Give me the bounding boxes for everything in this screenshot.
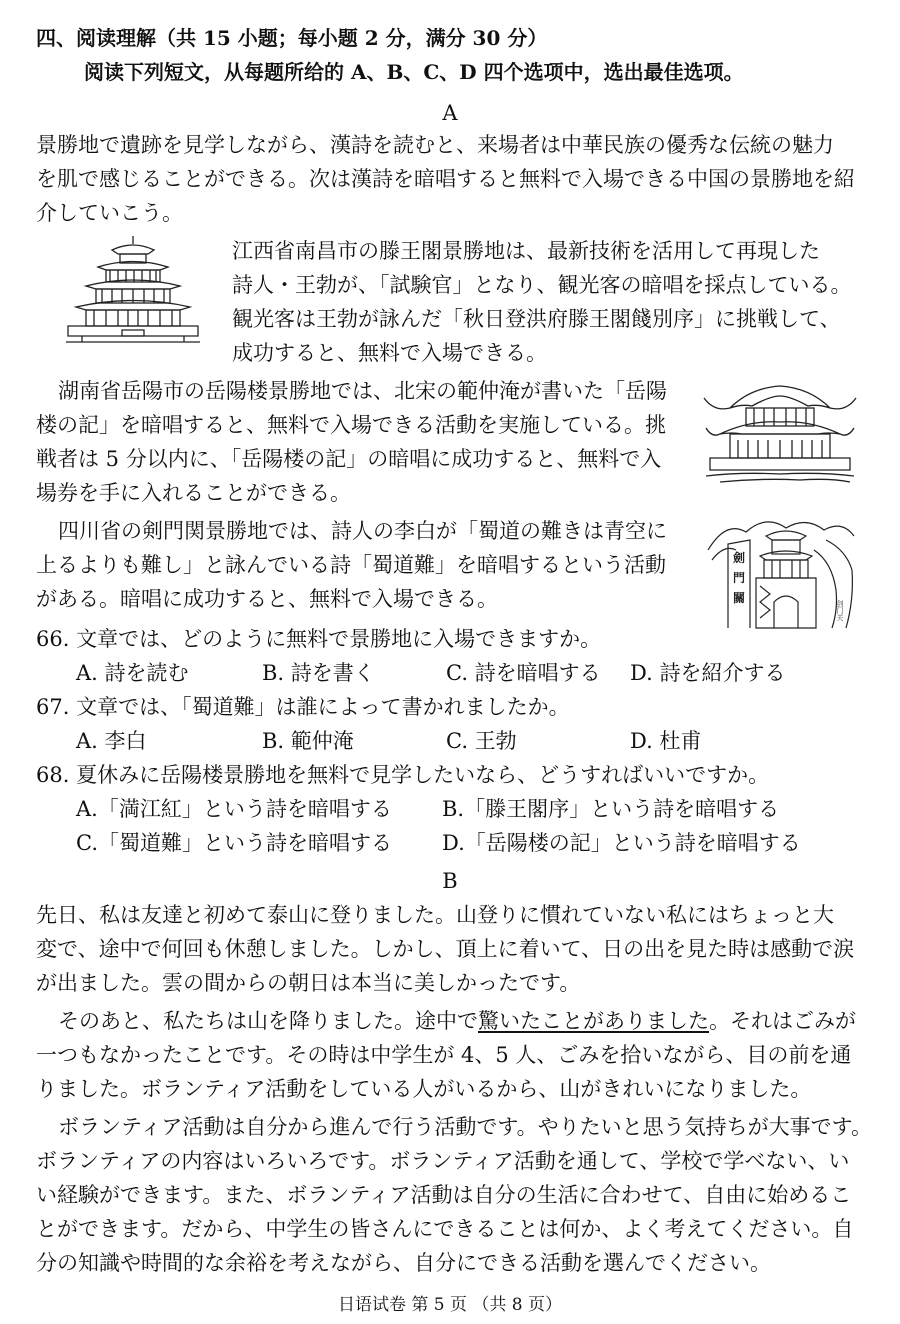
passage-a-p2-line: 場券を手に入れることができる。 <box>36 481 351 505</box>
tengwang-pavilion-illustration <box>62 232 204 344</box>
passage-a-label: A <box>442 101 458 125</box>
passage-a-p3-line: 四川省の剣門関景勝地では、詩人の李白が「蜀道の難きは青空に <box>58 519 667 543</box>
section-title: 四、阅读理解（共 15 小题；每小题 2 分，满分 30 分） <box>36 26 548 50</box>
jianmen-sign-char: 關 <box>733 591 746 605</box>
passage-a-intro-line: 介していこう。 <box>36 201 183 225</box>
passage-b-label: B <box>442 869 458 893</box>
underlined-phrase: 驚いたことがありました <box>478 1009 709 1033</box>
jianmen-sign-char: 門 <box>733 571 746 585</box>
passage-b-p2-text: 。それはごみが <box>709 1009 856 1033</box>
jianmen-pass-illustration <box>706 510 856 630</box>
answer-option: D.「岳陽楼の記」という詩を暗唱する <box>442 831 801 855</box>
answer-option: A. 詩を読む <box>76 661 189 685</box>
section-instruction: 阅读下列短文，从每题所给的 A、B、C、D 四个选项中，选出最佳选项。 <box>84 60 744 84</box>
passage-b-p1-line: 変で、途中で何回も休憩しました。しかし、頂上に着いて、日の出を見た時は感動で涙 <box>36 937 855 961</box>
passage-a-p1-line: 成功すると、無料で入場できる。 <box>232 341 547 365</box>
passage-a-p2-line: 戦者は 5 分以内に、「岳陽楼の記」の暗唱に成功すると、無料で入 <box>36 447 662 471</box>
answer-option: C. 王勃 <box>446 729 517 753</box>
answer-option: B. 詩を書く <box>262 661 375 685</box>
passage-b-p3-line: ボランティアの内容はいろいろです。ボランティア活動を通して、学校で学べない、い <box>36 1149 850 1173</box>
answer-option: C. 詩を暗唱する <box>446 661 601 685</box>
passage-a-p1-line: 詩人・王勃が、「試験官」となり、観光客の暗唱を採点している。 <box>232 273 852 297</box>
artist-mark: 剑门关 <box>836 600 844 621</box>
passage-a-p3-line: 上るよりも難し」と詠んでいる詩「蜀道難」を暗唱するという活動 <box>36 553 666 577</box>
passage-b-p1-line: が出ました。雲の間からの朝日は本当に美しかったです。 <box>36 971 581 995</box>
answer-option: D. 杜甫 <box>630 729 702 753</box>
answer-option: B.「滕王閣序」という詩を暗唱する <box>442 797 780 821</box>
answer-option: C.「蜀道難」という詩を暗唱する <box>76 831 392 855</box>
yueyang-tower-illustration <box>700 378 860 488</box>
passage-b-p1-line: 先日、私は友達と初めて泰山に登りました。山登りに慣れていない私にはちょっと大 <box>36 903 834 927</box>
passage-a-intro-line: 景勝地で遺跡を見学しながら、漢詩を読むと、来場者は中華民族の優秀な伝統の魅力 <box>36 133 834 157</box>
question-stem: 66. 文章では、どのように無料で景勝地に入場できますか。 <box>36 627 602 651</box>
passage-a-p2-line: 湖南省岳陽市の岳陽楼景勝地では、北宋の範仲淹が書いた「岳陽 <box>58 379 667 403</box>
passage-b-p3-line: とができます。だから、中学生の皆さんにできることは何か、よく考えてください。自 <box>36 1217 854 1241</box>
passage-b-p2-text: そのあと、私たちは山を降りました。途中で <box>58 1009 478 1033</box>
passage-a-p3-line: がある。暗唱に成功すると、無料で入場できる。 <box>36 587 498 611</box>
question-stem: 67. 文章では、「蜀道難」は誰によって書かれましたか。 <box>36 695 570 719</box>
passage-b-p2-line: 一つもなかったことです。その時は中学生が 4、5 人、ごみを拾いながら、目の前を通 <box>36 1043 852 1067</box>
question-stem: 68. 夏休みに岳陽楼景勝地を無料で見学したいなら、どうすればいいですか。 <box>36 763 770 787</box>
jianmen-sign-char: 劍 <box>733 551 746 565</box>
passage-b-p3-line: ボランティア活動は自分から進んで行う活動です。やりたいと思う気持ちが大事です。 <box>58 1115 872 1139</box>
answer-option: B. 範仲淹 <box>262 729 354 753</box>
answer-option: A.「満江紅」という詩を暗唱する <box>76 797 392 821</box>
passage-b-p3-line: い経験ができます。また、ボランティア活動は自分の生活に合わせて、自由に始めるこ <box>36 1183 852 1207</box>
answer-option: A. 李白 <box>76 729 147 753</box>
passage-a-p1-line: 観光客は王勃が詠んだ「秋日登洪府滕王閣餞別序」に挑戦して、 <box>232 307 841 331</box>
page-footer: 日语试卷 第 5 页 （共 8 页） <box>337 1295 563 1315</box>
passage-a-p1-line: 江西省南昌市の滕王閣景勝地は、最新技術を活用して再現した <box>232 239 820 263</box>
answer-option: D. 詩を紹介する <box>630 661 786 685</box>
passage-b-p2-line <box>58 1002 856 1040</box>
passage-a-p2-line: 楼の記」を暗唱すると、無料で入場できる活動を実施している。挑 <box>36 413 666 437</box>
passage-a-intro-line: を肌で感じることができる。次は漢詩を暗唱すると無料で入場できる中国の景勝地を紹 <box>36 167 855 191</box>
passage-b-p2-line: りました。ボランティア活動をしている人がいるから、山がきれいになりました。 <box>36 1077 812 1101</box>
passage-b-p3-line: 分の知識や時間的な余裕を考えながら、自分にできる活動を選んでください。 <box>36 1251 771 1275</box>
